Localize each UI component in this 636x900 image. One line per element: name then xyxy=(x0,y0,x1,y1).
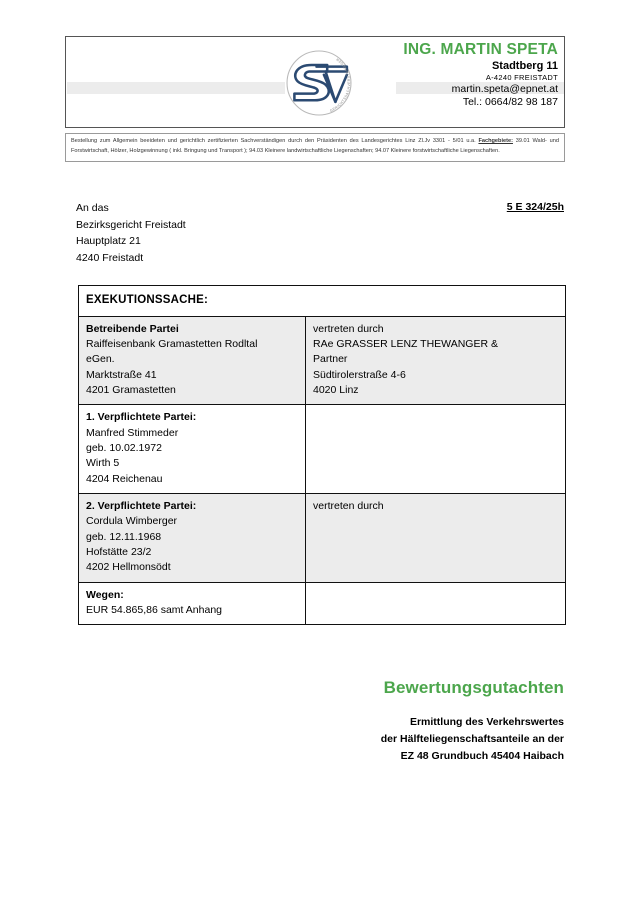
table-cell-verpflichtete-partei-2 xyxy=(79,494,306,583)
representation-line: Partner xyxy=(313,353,348,366)
report-subtitle-line-1: Ermittlung des Verkehrswertes xyxy=(409,716,564,728)
company-street: Stadtberg 11 xyxy=(491,60,558,73)
party-line: 4201 Gramastetten xyxy=(86,384,176,397)
party-line: Cordula Wimberger xyxy=(86,515,178,528)
contact-block xyxy=(403,41,558,109)
table-row xyxy=(79,316,566,405)
addressee-block xyxy=(76,200,186,266)
logo-ring-text: GERICHTSSACHVERSTÄNDIGER xyxy=(329,56,352,113)
report-subtitle-line-3: EZ 48 Grundbuch 45404 Haibach xyxy=(400,750,564,762)
party-label: Betreibende Partei xyxy=(86,322,179,335)
representation-label: vertreten durch xyxy=(313,322,384,335)
wegen-amount: EUR 54.865,86 samt Anhang xyxy=(86,604,223,617)
addressee-line-3: Hauptplatz 21 xyxy=(76,235,141,248)
certification-note-emphasis: Fachgebiete: xyxy=(478,138,513,144)
report-subtitle xyxy=(381,714,564,765)
party-line: Wirth 5 xyxy=(86,457,120,470)
table-header-cell: EXEKUTIONSSACHE: xyxy=(79,286,566,317)
company-city: A-4240 FREISTADT xyxy=(485,72,558,82)
addressee-line-2: Bezirksgericht Freistadt xyxy=(76,218,186,231)
company-email: martin.speta@epnet.at xyxy=(451,83,558,96)
case-number: 5 E 324/25h xyxy=(506,201,564,213)
table-row xyxy=(79,405,566,494)
certification-note-part2: 39.01 Wald- und Forstwirtschaft, Hölzer, Holzgewinnung ( inkl. Bringung und Transport ); 94.03 Kleinere landwirtschaftliche Liegenschaften; 94.07 Kleinere forstwirtschaftliche Liegenschaften. xyxy=(71,138,559,154)
representation-line: Südtirolerstraße 4-6 xyxy=(313,368,406,381)
report-title: Bewertungsgutachten xyxy=(383,678,564,697)
party-label: 1. Verpflichtete Partei: xyxy=(86,411,197,424)
party-line: geb. 12.11.1968 xyxy=(86,530,162,543)
table-header-row xyxy=(79,286,566,317)
letterhead xyxy=(65,36,565,128)
table-row xyxy=(79,582,566,625)
representation-line: 4020 Linz xyxy=(313,384,359,397)
party-line: 4204 Reichenau xyxy=(86,472,163,485)
table-cell-wegen xyxy=(79,582,306,625)
party-line: geb. 10.02.1972 xyxy=(86,442,162,455)
company-phone: Tel.: 0664/82 98 187 xyxy=(462,95,558,108)
party-line: Raiffeisenbank Gramastetten Rodltal xyxy=(86,338,258,351)
representation-line: RAe GRASSER LENZ THEWANGER & xyxy=(313,338,498,351)
letterhead-gray-bar-left xyxy=(67,82,285,94)
svg-text:GERICHTSSACHVERSTÄNDIGER xyxy=(329,57,351,113)
party-line: Marktstraße 41 xyxy=(86,368,157,381)
party-label: 2. Verpflichtete Partei: xyxy=(86,500,197,513)
report-subtitle-line-2: der Hälfteliegenschaftsanteile an der xyxy=(380,733,564,745)
table-cell-wegen-right xyxy=(306,582,566,625)
table-row xyxy=(79,494,566,583)
party-line: eGen. xyxy=(86,353,115,366)
table-cell-verpflichtete-2-vertretung xyxy=(306,494,566,583)
table-cell-verpflichtete-partei-1 xyxy=(79,405,306,494)
wegen-label: Wegen: xyxy=(86,588,124,601)
table-cell-betreibende-vertretung xyxy=(306,316,566,405)
table-cell-betreibende-partei xyxy=(79,316,306,405)
table-cell-verpflichtete-1-vertretung xyxy=(306,405,566,494)
certification-note-part1: Bestellung zum Allgemein beeideten und gerichtlich zertifizierten Sachverständigen durch den Präsidenten des Landesgerichtes Linz Zl.Jv 3301 - 5/01 u.a. xyxy=(71,138,479,144)
representation-label: vertreten durch xyxy=(313,500,384,513)
party-line: 4202 Hellmonsödt xyxy=(86,561,171,574)
party-line: Hofstätte 23/2 xyxy=(86,546,152,559)
addressee-line-4: 4240 Freistadt xyxy=(76,251,144,264)
company-name: ING. MARTIN SPETA xyxy=(403,41,558,58)
addressee-line-1: An das xyxy=(76,202,109,214)
parties-table xyxy=(78,285,566,625)
party-line: Manfred Stimmeder xyxy=(86,426,179,439)
certification-note xyxy=(65,133,565,162)
sv-logo xyxy=(278,42,360,124)
